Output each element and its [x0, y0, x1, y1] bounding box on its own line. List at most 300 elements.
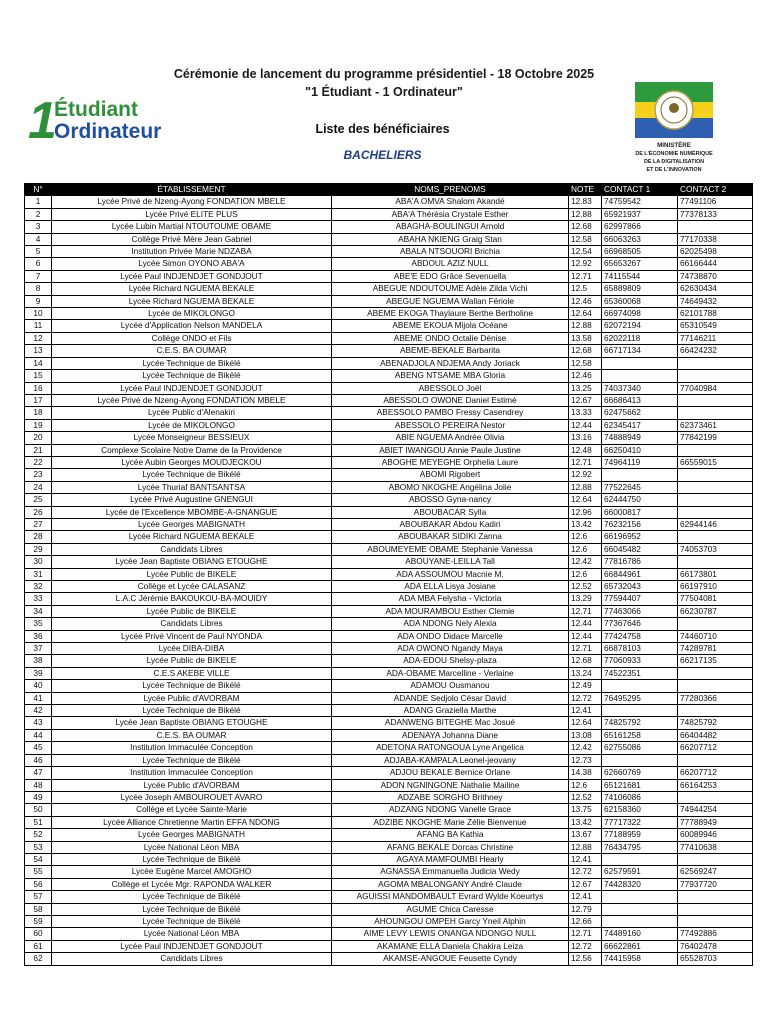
note-cell: 12.79 [569, 903, 602, 915]
row-number: 11 [25, 320, 52, 332]
row-number: 49 [25, 791, 52, 803]
etablissement-cell: Collège et Lycée Mgr. RAPONDA WALKER [52, 878, 332, 890]
ceremony-title: Cérémonie de lancement du programme présidentiel - 18 Octobre 2025 [173, 67, 595, 81]
noms-prenoms-cell: ABEME-BEKALE Barbarita [332, 345, 569, 357]
contact-1-cell: 77594407 [602, 593, 678, 605]
etablissement-cell: Lycée Technique de Bikélé [52, 469, 332, 481]
contact-1-cell [602, 370, 678, 382]
noms-prenoms-cell: ABOUBAKAR Abdou Kadiri [332, 518, 569, 530]
noms-prenoms-cell: ABEME EKOUA Mijola Océane [332, 320, 569, 332]
noms-prenoms-cell: AGUME Chica Caresse [332, 903, 569, 915]
row-number: 12 [25, 332, 52, 344]
row-number: 28 [25, 531, 52, 543]
note-cell: 12.41 [569, 705, 602, 717]
row-number: 60 [25, 928, 52, 940]
noms-prenoms-cell: ABE'E EDO Grâce Sevenuella [332, 270, 569, 282]
etablissement-cell: Lycée de MIKOLONGO [52, 308, 332, 320]
contact-2-cell: 74738870 [678, 270, 753, 282]
noms-prenoms-cell: ABOGHE MEYEGHE Orphelia Laure [332, 456, 569, 468]
etablissement-cell: Lycée Joseph AMBOUROUET AVARO [52, 791, 332, 803]
noms-prenoms-cell: ADA-EDOU Shelsy-plaza [332, 655, 569, 667]
etablissement-cell: L.A.C Jérémie BAKOUKOU-BA-MOUIDY [52, 593, 332, 605]
row-number: 34 [25, 605, 52, 617]
noms-prenoms-cell: AKAMSE-ANGOUE Feusette Cyndy [332, 953, 569, 965]
etablissement-cell: Lycée Richard NGUEMA BEKALE [52, 295, 332, 307]
note-cell: 13.67 [569, 829, 602, 841]
contact-1-cell: 66196952 [602, 531, 678, 543]
etablissement-cell: Lycée Paul INDJENDJET GONDJOUT [52, 270, 332, 282]
row-number: 29 [25, 543, 52, 555]
contact-2-cell [678, 221, 753, 233]
contact-1-cell [602, 705, 678, 717]
svg-text:DE L'ÉCONOMIE NUMÉRIQUE: DE L'ÉCONOMIE NUMÉRIQUE [635, 151, 713, 157]
row-number: 45 [25, 742, 52, 754]
contact-1-cell: 66063263 [602, 233, 678, 245]
noms-prenoms-cell: ADA ELLA Lisya Josiane [332, 581, 569, 593]
contact-2-cell: 65528703 [678, 953, 753, 965]
contact-2-cell [678, 481, 753, 493]
etablissement-cell: Lycée Public d'Alenakiri [52, 407, 332, 419]
table-row [25, 729, 753, 741]
contact-1-cell: 62475662 [602, 407, 678, 419]
contact-2-cell [678, 494, 753, 506]
table-row [25, 829, 753, 841]
row-number: 61 [25, 940, 52, 952]
contact-1-cell: 66686413 [602, 394, 678, 406]
table-row [25, 556, 753, 568]
noms-prenoms-cell: ADANG Graziella Marthe [332, 705, 569, 717]
column-header-number: N° [25, 184, 52, 196]
table-row [25, 283, 753, 295]
contact-1-cell: 65921937 [602, 208, 678, 220]
table-row [25, 221, 753, 233]
noms-prenoms-cell: ABEME EKOGA Thaylaure Berthe Bertholine [332, 308, 569, 320]
noms-prenoms-cell: ABEME ONDO Octalie Dénise [332, 332, 569, 344]
note-cell: 12.42 [569, 556, 602, 568]
etablissement-cell: Lycée Privé ELITE PLUS [52, 208, 332, 220]
etablissement-cell: Lycée Richard NGUEMA BEKALE [52, 283, 332, 295]
contact-1-cell: 65121681 [602, 779, 678, 791]
etablissement-cell: Lycée Aubin Georges MOUDJECKOU [52, 456, 332, 468]
contact-1-cell: 76434795 [602, 841, 678, 853]
contact-1-cell: 62660769 [602, 767, 678, 779]
table-row [25, 568, 753, 580]
row-number: 58 [25, 903, 52, 915]
contact-2-cell: 66197910 [678, 581, 753, 593]
table-row [25, 432, 753, 444]
table-row [25, 494, 753, 506]
row-number: 24 [25, 481, 52, 493]
contact-2-cell: 62944146 [678, 518, 753, 530]
contact-1-cell: 62444750 [602, 494, 678, 506]
etablissement-cell: Lycée Jean Baptiste OBIANG ETOUGHE [52, 556, 332, 568]
contact-1-cell: 77522645 [602, 481, 678, 493]
etablissement-cell: Lycée Public de BIKELE [52, 655, 332, 667]
contact-1-cell: 66250410 [602, 444, 678, 456]
row-number: 22 [25, 456, 52, 468]
noms-prenoms-cell: AGUISSI MANDOMBAULT Evrard Wylde Koeurtys [332, 891, 569, 903]
note-cell: 12.58 [569, 357, 602, 369]
etablissement-cell: Lycée Alliance Chretienne Martin EFFA NDONG [52, 816, 332, 828]
svg-text:ET DE L'INNOVATION: ET DE L'INNOVATION [646, 167, 702, 173]
noms-prenoms-cell: ABA'A OMVA Shalom Akandé [332, 196, 569, 208]
noms-prenoms-cell: ABEGUE NGUEMA Wallan Fériole [332, 295, 569, 307]
etablissement-cell: Lycée Paul INDJENDJET GONDJOUT [52, 940, 332, 952]
contact-1-cell [602, 903, 678, 915]
table-row [25, 630, 753, 642]
note-cell: 13.29 [569, 593, 602, 605]
row-number: 21 [25, 444, 52, 456]
contact-2-cell: 77378133 [678, 208, 753, 220]
row-number: 54 [25, 853, 52, 865]
table-row [25, 246, 753, 258]
contact-1-cell: 77424758 [602, 630, 678, 642]
table-row [25, 791, 753, 803]
contact-2-cell: 60089946 [678, 829, 753, 841]
note-cell: 12.54 [569, 246, 602, 258]
etablissement-cell: Lycée Privé de Nzeng-Ayong FONDATION MBELE [52, 196, 332, 208]
contact-1-cell: 66000817 [602, 506, 678, 518]
etablissement-cell: Lycée de MIKOLONGO [52, 419, 332, 431]
contact-1-cell: 66622861 [602, 940, 678, 952]
note-cell: 12.6 [569, 531, 602, 543]
contact-1-cell: 74115544 [602, 270, 678, 282]
contact-2-cell [678, 680, 753, 692]
etablissement-cell: Lycée Technique de Bikélé [52, 891, 332, 903]
table-row [25, 270, 753, 282]
row-number: 39 [25, 667, 52, 679]
row-number: 42 [25, 705, 52, 717]
noms-prenoms-cell: ADANDE Sedjolo César David [332, 692, 569, 704]
contact-2-cell: 77492886 [678, 928, 753, 940]
contact-1-cell: 76495295 [602, 692, 678, 704]
contact-2-cell: 65310549 [678, 320, 753, 332]
note-cell: 12.71 [569, 928, 602, 940]
row-number: 23 [25, 469, 52, 481]
note-cell: 13.16 [569, 432, 602, 444]
contact-2-cell: 74289781 [678, 643, 753, 655]
contact-1-cell: 62997866 [602, 221, 678, 233]
table-row [25, 779, 753, 791]
noms-prenoms-cell: ADETONA RATONGOUA Lyne Angelica [332, 742, 569, 754]
etablissement-cell: Lycée d'Application Nelson MANDELA [52, 320, 332, 332]
noms-prenoms-cell: ABIET IWANGOU Annie Paule Justine [332, 444, 569, 456]
document-header [0, 0, 768, 182]
note-cell: 12.92 [569, 469, 602, 481]
noms-prenoms-cell: AGAYA MAMFOUMBI Hearly [332, 853, 569, 865]
contact-2-cell: 77842199 [678, 432, 753, 444]
contact-2-cell: 66164253 [678, 779, 753, 791]
note-cell: 14.38 [569, 767, 602, 779]
etablissement-cell: Collège ONDO et Fils [52, 332, 332, 344]
etablissement-cell: Lycée Public de BIKELE [52, 605, 332, 617]
contact-2-cell: 74944254 [678, 804, 753, 816]
row-number: 32 [25, 581, 52, 593]
noms-prenoms-cell: ABOMI Rigobert [332, 469, 569, 481]
noms-prenoms-cell: ABIE NGUEMA Andrée Olivia [332, 432, 569, 444]
note-cell: 12.64 [569, 717, 602, 729]
column-header-noms-prenoms: NOMS_PRENOMS [332, 184, 569, 196]
contact-1-cell: 66968505 [602, 246, 678, 258]
contact-2-cell [678, 754, 753, 766]
note-cell: 12.72 [569, 692, 602, 704]
table-row [25, 581, 753, 593]
contact-1-cell: 74428320 [602, 878, 678, 890]
note-cell: 12.88 [569, 841, 602, 853]
table-row [25, 531, 753, 543]
contact-2-cell [678, 469, 753, 481]
contact-2-cell: 62569247 [678, 866, 753, 878]
noms-prenoms-cell: ADA-OBAME Marcelline - Verlaine [332, 667, 569, 679]
contact-1-cell: 74415958 [602, 953, 678, 965]
contact-2-cell [678, 791, 753, 803]
contact-2-cell: 66217135 [678, 655, 753, 667]
noms-prenoms-cell: AHOUNGOU OMPEH Garcy Yneil Alphin [332, 915, 569, 927]
note-cell: 12.64 [569, 308, 602, 320]
noms-prenoms-cell: ADJABA-KAMPALA Leonel-jeovany [332, 754, 569, 766]
table-row [25, 357, 753, 369]
column-header-etablissement: ÉTABLISSEMENT [52, 184, 332, 196]
svg-text:MINISTÈRE: MINISTÈRE [657, 142, 691, 149]
category-label: BACHELIERS [343, 148, 422, 162]
etablissement-cell: Lycée Privé Augustine GNENGUI [52, 494, 332, 506]
contact-1-cell: 66878103 [602, 643, 678, 655]
noms-prenoms-cell: ABENADJOLA NDJEMA Andy Joriack [332, 357, 569, 369]
contact-1-cell [602, 680, 678, 692]
note-cell: 12.56 [569, 953, 602, 965]
row-number: 46 [25, 754, 52, 766]
noms-prenoms-cell: AFANG BA Kathia [332, 829, 569, 841]
etablissement-cell: Lycée Technique de Bikélé [52, 853, 332, 865]
etablissement-cell: Institution Privée Marie NDZABA [52, 246, 332, 258]
row-number: 10 [25, 308, 52, 320]
contact-1-cell: 62072194 [602, 320, 678, 332]
contact-2-cell [678, 407, 753, 419]
table-row [25, 915, 753, 927]
contact-2-cell: 77280366 [678, 692, 753, 704]
etablissement-cell: Lycée Technique de Bikélé [52, 903, 332, 915]
contact-2-cell [678, 444, 753, 456]
note-cell: 13.42 [569, 518, 602, 530]
table-row [25, 258, 753, 270]
contact-2-cell: 77410638 [678, 841, 753, 853]
contact-2-cell [678, 891, 753, 903]
note-cell: 12.6 [569, 779, 602, 791]
note-cell: 12.67 [569, 394, 602, 406]
noms-prenoms-cell: ABESSOLO Joël [332, 382, 569, 394]
table-row [25, 816, 753, 828]
row-number: 15 [25, 370, 52, 382]
contact-2-cell: 66230787 [678, 605, 753, 617]
note-cell: 12.67 [569, 878, 602, 890]
noms-prenoms-cell: ABOUYANE-LEILLA Tall [332, 556, 569, 568]
noms-prenoms-cell: ABOUMEYEME OBAME Stephanie Vanessa [332, 543, 569, 555]
contact-2-cell: 74825792 [678, 717, 753, 729]
contact-2-cell: 62101788 [678, 308, 753, 320]
etablissement-cell: Lycée Technique de Bikélé [52, 754, 332, 766]
etablissement-cell: Lycée Technique de Bikélé [52, 370, 332, 382]
noms-prenoms-cell: ADA MOURAMBOU Esther Clemie [332, 605, 569, 617]
note-cell: 12.72 [569, 866, 602, 878]
row-number: 62 [25, 953, 52, 965]
table-row [25, 742, 753, 754]
contact-2-cell: 77937720 [678, 878, 753, 890]
noms-prenoms-cell: ADA MBA Felysha - Victoria [332, 593, 569, 605]
table-row [25, 804, 753, 816]
etablissement-cell: Lycée Simon OYONO ABA'A [52, 258, 332, 270]
contact-2-cell [678, 370, 753, 382]
note-cell: 12.52 [569, 791, 602, 803]
note-cell: 12.68 [569, 655, 602, 667]
contact-1-cell: 66717134 [602, 345, 678, 357]
noms-prenoms-cell: ABOSSO Gyna-nancy [332, 494, 569, 506]
contact-2-cell [678, 618, 753, 630]
noms-prenoms-cell: ABDOUL AZIZ NULL [332, 258, 569, 270]
table-row [25, 940, 753, 952]
note-cell: 12.88 [569, 320, 602, 332]
table-row [25, 295, 753, 307]
row-number: 35 [25, 618, 52, 630]
noms-prenoms-cell: ADJOU BEKALE Bernice Orlane [332, 767, 569, 779]
row-number: 5 [25, 246, 52, 258]
row-number: 17 [25, 394, 52, 406]
row-number: 53 [25, 841, 52, 853]
row-number: 44 [25, 729, 52, 741]
row-number: 37 [25, 643, 52, 655]
table-row [25, 667, 753, 679]
contact-1-cell: 74037340 [602, 382, 678, 394]
note-cell: 13.75 [569, 804, 602, 816]
contact-2-cell [678, 667, 753, 679]
note-cell: 12.92 [569, 258, 602, 270]
note-cell: 13.58 [569, 332, 602, 344]
contact-2-cell: 77146211 [678, 332, 753, 344]
etablissement-cell: C.E.S. BA OUMAR [52, 729, 332, 741]
table-row [25, 233, 753, 245]
table-row [25, 705, 753, 717]
table-row [25, 853, 753, 865]
contact-1-cell: 74522351 [602, 667, 678, 679]
noms-prenoms-cell: AKAMANE ELLA Daniela Chakira Leiza [332, 940, 569, 952]
noms-prenoms-cell: ABAGHA-BOULINGUI Arnold [332, 221, 569, 233]
table-body [25, 196, 753, 965]
contact-2-cell [678, 357, 753, 369]
row-number: 50 [25, 804, 52, 816]
etablissement-cell: Candidats Libres [52, 543, 332, 555]
contact-2-cell: 77788949 [678, 816, 753, 828]
note-cell: 12.64 [569, 494, 602, 506]
contact-1-cell: 77367646 [602, 618, 678, 630]
note-cell: 13.25 [569, 382, 602, 394]
table-row [25, 481, 753, 493]
beneficiaries-table [24, 183, 753, 966]
contact-2-cell: 74053703 [678, 543, 753, 555]
note-cell: 12.66 [569, 915, 602, 927]
table-row [25, 456, 753, 468]
row-number: 19 [25, 419, 52, 431]
etablissement-cell: Lycée Richard NGUEMA BEKALE [52, 531, 332, 543]
etablissement-cell: Lycée Technique de Bikélé [52, 680, 332, 692]
noms-prenoms-cell: ADAMOU Ousmanou [332, 680, 569, 692]
table-row [25, 469, 753, 481]
contact-2-cell [678, 853, 753, 865]
note-cell: 13.08 [569, 729, 602, 741]
contact-1-cell: 74759542 [602, 196, 678, 208]
noms-prenoms-cell: ABESSOLO OWONE Daniel Estimé [332, 394, 569, 406]
table-row [25, 394, 753, 406]
contact-1-cell: 65360068 [602, 295, 678, 307]
contact-2-cell: 77170338 [678, 233, 753, 245]
table-row [25, 518, 753, 530]
etablissement-cell: Lycée Technique de Bikélé [52, 705, 332, 717]
contact-2-cell: 77491106 [678, 196, 753, 208]
svg-text:DE LA DIGITALISATION: DE LA DIGITALISATION [643, 159, 705, 165]
etablissement-cell: Lycée Public d'AVORBAM [52, 779, 332, 791]
row-number: 59 [25, 915, 52, 927]
note-cell: 12.41 [569, 891, 602, 903]
note-cell: 12.96 [569, 506, 602, 518]
table-row [25, 692, 753, 704]
row-number: 48 [25, 779, 52, 791]
etablissement-cell: Lycée DIBA-DIBA [52, 643, 332, 655]
row-number: 33 [25, 593, 52, 605]
contact-1-cell [602, 915, 678, 927]
column-header-contact-2: CONTACT 2 [678, 184, 753, 196]
noms-prenoms-cell: AIME LEVY LEWIS ONANGA NDONGO NULL [332, 928, 569, 940]
table-row [25, 419, 753, 431]
note-cell: 12.52 [569, 581, 602, 593]
list-title: Liste des bénéficiaires [315, 122, 450, 136]
note-cell: 12.5 [569, 283, 602, 295]
table-row [25, 605, 753, 617]
contact-2-cell: 66424232 [678, 345, 753, 357]
note-cell: 13.33 [569, 407, 602, 419]
contact-1-cell [602, 891, 678, 903]
table-row [25, 543, 753, 555]
note-cell: 12.71 [569, 456, 602, 468]
contact-1-cell: 77717322 [602, 816, 678, 828]
noms-prenoms-cell: ABESSOLO PAMBO Fressy Casendrey [332, 407, 569, 419]
row-number: 27 [25, 518, 52, 530]
noms-prenoms-cell: AGOMA MBALONGANY André Claude [332, 878, 569, 890]
contact-2-cell: 77504081 [678, 593, 753, 605]
row-number: 38 [25, 655, 52, 667]
table-row [25, 655, 753, 667]
table-row [25, 196, 753, 208]
noms-prenoms-cell: ABESSOLO PEREIRA Nestor [332, 419, 569, 431]
contact-2-cell: 77040984 [678, 382, 753, 394]
etablissement-cell: Lycée National Léon MBA [52, 841, 332, 853]
note-cell: 13.24 [569, 667, 602, 679]
note-cell: 12.68 [569, 345, 602, 357]
table-row [25, 407, 753, 419]
row-number: 1 [25, 196, 52, 208]
table-row [25, 506, 753, 518]
noms-prenoms-cell: AFANG BEKALE Dorcas Christine [332, 841, 569, 853]
row-number: 20 [25, 432, 52, 444]
contact-2-cell: 62630434 [678, 283, 753, 295]
note-cell: 12.42 [569, 742, 602, 754]
logo-word-etudiant: Étudiant [54, 98, 138, 121]
etablissement-cell: Candidats Libres [52, 953, 332, 965]
etablissement-cell: Lycée Paul INDJENDJET GONDJOUT [52, 382, 332, 394]
table-row [25, 208, 753, 220]
contact-2-cell: 62025498 [678, 246, 753, 258]
table-row [25, 618, 753, 630]
contact-2-cell [678, 506, 753, 518]
etablissement-cell: Lycée Public de BIKELE [52, 568, 332, 580]
noms-prenoms-cell: ABOMO NKOGHE Angélina Jolie [332, 481, 569, 493]
